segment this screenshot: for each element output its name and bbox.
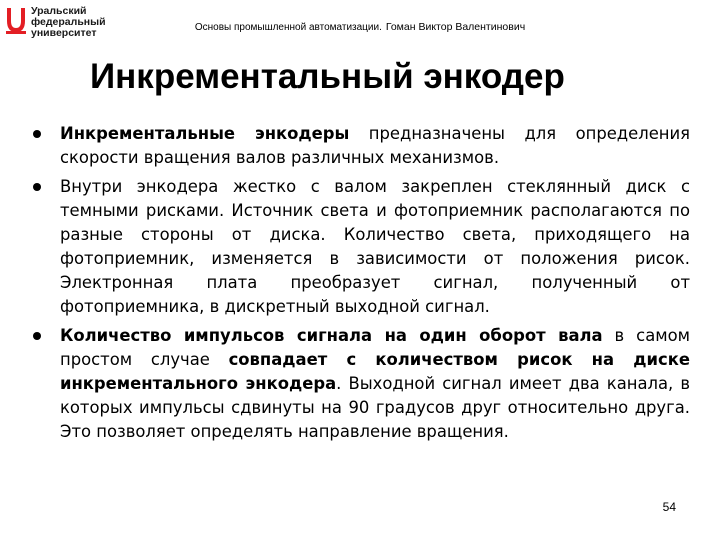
- slide-title: Инкрементальный энкодер: [90, 57, 565, 96]
- text-run: в самом простом случае: [60, 326, 690, 369]
- course-name: Основы промышленной автоматизации.: [194, 22, 382, 33]
- slide-header: [0, 21, 720, 33]
- logo-line-3: университет: [31, 27, 97, 39]
- bullet-text: [60, 324, 690, 444]
- bullet-text: [60, 175, 690, 319]
- bullet-2: [30, 175, 690, 319]
- bold-term: Инкрементальные энкодеры: [60, 124, 350, 143]
- logo-line-1: Уральский: [31, 5, 87, 17]
- bullet-dot: [33, 332, 41, 340]
- bullet-1: [30, 122, 690, 170]
- bullet-dot: [33, 130, 41, 138]
- text-run: предназначены для определения скорости вращения валов различных механизмов.: [60, 124, 691, 167]
- bold-phrase: совпадает с количеством рисок на диске инкрементального энкодера: [60, 350, 690, 393]
- bullet-3: [30, 324, 690, 444]
- author-name: Гоман Виктор Валентинович: [385, 21, 526, 33]
- text-run: Внутри энкодера жестко с валом закреплен стеклянный диск с темными рисками. Источник света и фотоприемник располагаются по разные стороны от диска. Количество света, приходящего на фотоприемник, изменяется в зависимости от положения рисок. Электронная плата преобразует сигнал, полученный от фотоприемника, в дискретный выходной сигнал.: [60, 177, 690, 316]
- bullet-text: [60, 122, 690, 170]
- logo-line-2: федеральный: [31, 16, 106, 28]
- bullet-dot: [33, 183, 41, 191]
- bold-term: Количество импульсов сигнала на один оборот вала: [60, 326, 603, 345]
- text-run: . Выходной сигнал имеет два канала, в которых импульсы сдвинуты на 90 градусов друг относительно друга. Это позволяет определять направление вращения.: [60, 374, 690, 441]
- page-number: 54: [662, 500, 676, 514]
- slide-content: [30, 122, 690, 449]
